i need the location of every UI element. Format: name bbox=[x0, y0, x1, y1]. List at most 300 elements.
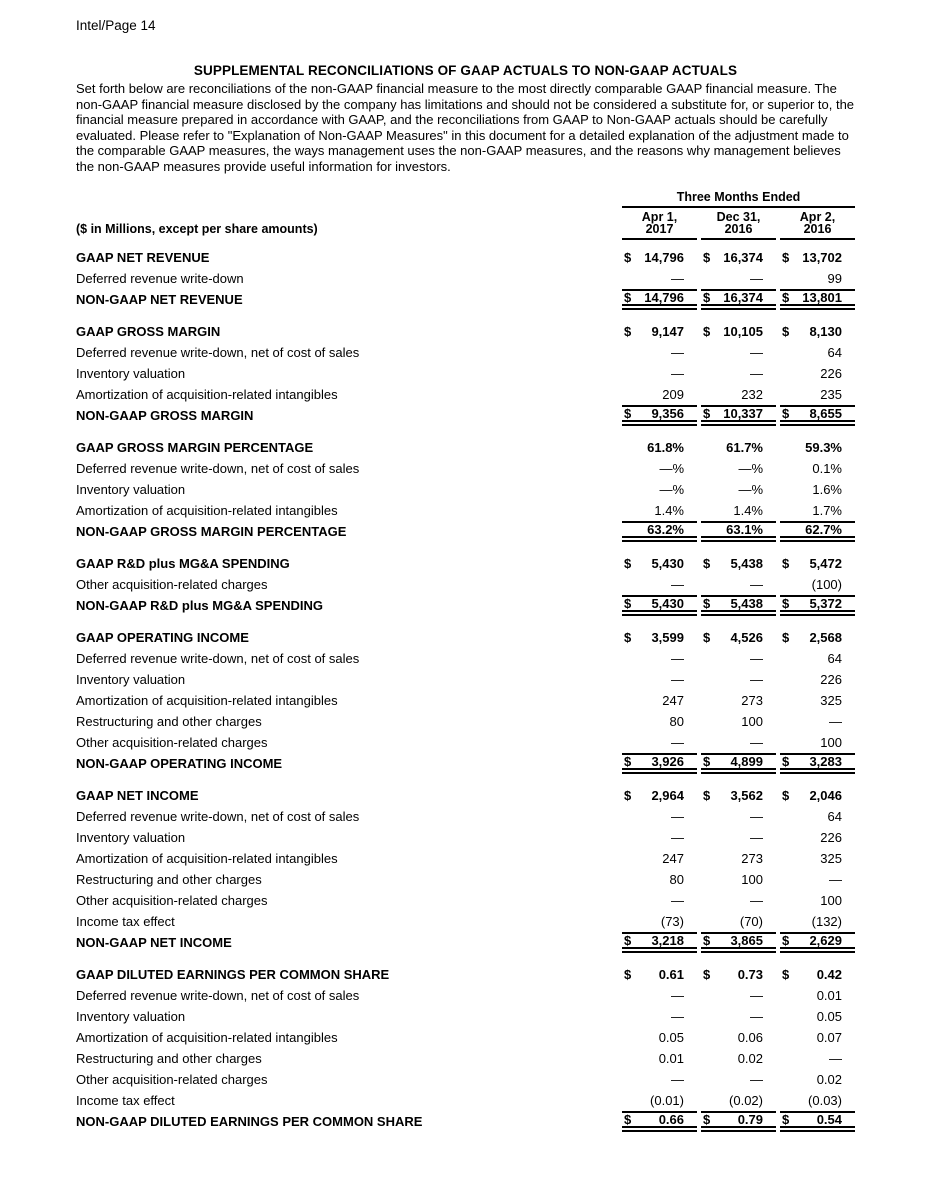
row-label: GAAP GROSS MARGIN bbox=[76, 323, 221, 339]
row-label: Deferred revenue write-down, net of cost of sales bbox=[76, 344, 360, 360]
dollar-sign: $ bbox=[624, 249, 632, 265]
table-row bbox=[76, 690, 855, 711]
row-label: GAAP NET REVENUE bbox=[76, 249, 210, 265]
table-row bbox=[76, 964, 855, 985]
dollar-sign: $ bbox=[624, 966, 632, 982]
cell-value: 3,865 bbox=[730, 932, 763, 948]
value-cell bbox=[701, 890, 776, 911]
value-cell bbox=[622, 321, 697, 342]
cell-value: 1.4% bbox=[654, 502, 684, 518]
table-row bbox=[76, 321, 855, 342]
cell-value: 226 bbox=[820, 671, 842, 687]
cell-value: 63.1% bbox=[726, 521, 763, 537]
cell-value: 0.01 bbox=[816, 987, 842, 1003]
cell-value: 209 bbox=[662, 386, 684, 402]
value-cell bbox=[780, 479, 855, 500]
cell-value: 2,568 bbox=[809, 629, 842, 645]
cell-value: (0.02) bbox=[729, 1092, 763, 1108]
value-cell bbox=[622, 1069, 697, 1090]
row-label: Inventory valuation bbox=[76, 365, 186, 381]
cell-value: —% bbox=[738, 460, 763, 476]
value-cell bbox=[701, 247, 776, 268]
value-cell bbox=[622, 806, 697, 827]
value-cell bbox=[622, 711, 697, 732]
column-header-dec31-2016 bbox=[701, 208, 776, 240]
value-cell bbox=[701, 500, 776, 521]
cell-value: 0.61 bbox=[658, 966, 684, 982]
dollar-sign: $ bbox=[782, 787, 790, 803]
dollar-sign: $ bbox=[782, 1111, 790, 1127]
row-label: Other acquisition-related charges bbox=[76, 734, 268, 750]
value-cell bbox=[701, 437, 776, 458]
table-section bbox=[76, 247, 855, 310]
dollar-sign: $ bbox=[624, 405, 632, 421]
period-header: Three Months Ended bbox=[622, 190, 855, 208]
cell-value: 8,655 bbox=[809, 405, 842, 421]
cell-value: 64 bbox=[827, 808, 842, 824]
cell-value: 226 bbox=[820, 365, 842, 381]
table-section bbox=[76, 553, 855, 616]
cell-value: 100 bbox=[820, 892, 842, 908]
table-row bbox=[76, 289, 855, 310]
cell-value: 80 bbox=[669, 871, 684, 887]
cell-value: 235 bbox=[820, 386, 842, 402]
row-label: Deferred revenue write-down, net of cost of sales bbox=[76, 808, 360, 824]
value-cell bbox=[622, 964, 697, 985]
table-row bbox=[76, 985, 855, 1006]
total-value-cell bbox=[622, 753, 697, 774]
cell-value: 62.7% bbox=[805, 521, 842, 537]
table-row bbox=[76, 1090, 855, 1111]
total-value-cell bbox=[701, 405, 776, 426]
value-cell bbox=[701, 627, 776, 648]
cell-value: —% bbox=[738, 481, 763, 497]
cell-value: 16,374 bbox=[723, 249, 763, 265]
cell-value: 0.06 bbox=[737, 1029, 763, 1045]
value-cell bbox=[780, 321, 855, 342]
value-cell bbox=[701, 1090, 776, 1111]
cell-value: — bbox=[750, 1008, 763, 1024]
value-cell bbox=[701, 268, 776, 289]
value-cell bbox=[701, 1048, 776, 1069]
total-value-cell bbox=[622, 289, 697, 310]
table-row bbox=[76, 932, 855, 953]
cell-value: 64 bbox=[827, 650, 842, 666]
cell-value: — bbox=[750, 576, 763, 592]
value-cell bbox=[701, 690, 776, 711]
dollar-sign: $ bbox=[782, 405, 790, 421]
cell-value: — bbox=[671, 892, 684, 908]
row-label: NON-GAAP GROSS MARGIN bbox=[76, 407, 254, 423]
total-value-cell bbox=[622, 405, 697, 426]
cell-value: 273 bbox=[741, 692, 763, 708]
value-cell bbox=[701, 669, 776, 690]
table-row bbox=[76, 553, 855, 574]
dollar-sign: $ bbox=[703, 289, 711, 305]
value-cell bbox=[622, 669, 697, 690]
dollar-sign: $ bbox=[624, 932, 632, 948]
table-row bbox=[76, 384, 855, 405]
value-cell bbox=[622, 500, 697, 521]
row-label: GAAP R&D plus MG&A SPENDING bbox=[76, 555, 290, 571]
total-value-cell bbox=[622, 595, 697, 616]
column-header-apr1-2017 bbox=[622, 208, 697, 240]
row-label: GAAP NET INCOME bbox=[76, 787, 199, 803]
cell-value: — bbox=[829, 1050, 842, 1066]
value-cell bbox=[780, 669, 855, 690]
value-cell bbox=[780, 574, 855, 595]
cell-value: — bbox=[750, 270, 763, 286]
cell-value: 10,105 bbox=[723, 323, 763, 339]
dollar-sign: $ bbox=[703, 787, 711, 803]
dollar-sign: $ bbox=[624, 555, 632, 571]
value-cell bbox=[622, 785, 697, 806]
value-cell bbox=[780, 648, 855, 669]
cell-value: 3,926 bbox=[651, 753, 684, 769]
value-cell bbox=[780, 869, 855, 890]
row-label: NON-GAAP OPERATING INCOME bbox=[76, 755, 283, 771]
cell-value: (70) bbox=[739, 913, 763, 929]
value-cell bbox=[701, 384, 776, 405]
cell-value: 226 bbox=[820, 829, 842, 845]
cell-value: 80 bbox=[669, 713, 684, 729]
dollar-sign: $ bbox=[782, 966, 790, 982]
value-cell bbox=[622, 363, 697, 384]
value-cell bbox=[622, 911, 697, 932]
cell-value: — bbox=[671, 1008, 684, 1024]
value-cell bbox=[622, 985, 697, 1006]
value-cell bbox=[780, 342, 855, 363]
value-cell bbox=[780, 711, 855, 732]
row-label: Income tax effect bbox=[76, 1092, 175, 1108]
cell-value: — bbox=[671, 1071, 684, 1087]
table-row bbox=[76, 1048, 855, 1069]
value-cell bbox=[780, 384, 855, 405]
row-label: GAAP GROSS MARGIN PERCENTAGE bbox=[76, 439, 314, 455]
value-cell bbox=[701, 574, 776, 595]
table-row bbox=[76, 753, 855, 774]
cell-value: 1.7% bbox=[812, 502, 842, 518]
row-label: Deferred revenue write-down, net of cost of sales bbox=[76, 987, 360, 1003]
table-row bbox=[76, 890, 855, 911]
column-header-apr2-2016 bbox=[780, 208, 855, 240]
table-body bbox=[76, 247, 855, 1132]
total-value-cell bbox=[622, 521, 697, 542]
table-row bbox=[76, 869, 855, 890]
total-value-cell bbox=[780, 405, 855, 426]
value-cell bbox=[701, 1006, 776, 1027]
cell-value: — bbox=[750, 650, 763, 666]
value-cell bbox=[780, 553, 855, 574]
cell-value: — bbox=[671, 734, 684, 750]
value-cell bbox=[780, 458, 855, 479]
cell-value: 2,964 bbox=[651, 787, 684, 803]
dollar-sign: $ bbox=[703, 932, 711, 948]
cell-value: — bbox=[750, 1071, 763, 1087]
value-cell bbox=[622, 458, 697, 479]
value-cell bbox=[780, 500, 855, 521]
cell-value: 247 bbox=[662, 692, 684, 708]
value-cell bbox=[622, 732, 697, 753]
cell-value: — bbox=[750, 734, 763, 750]
cell-value: — bbox=[671, 344, 684, 360]
table-row bbox=[76, 669, 855, 690]
cell-value: — bbox=[671, 650, 684, 666]
table-row bbox=[76, 827, 855, 848]
row-label: Restructuring and other charges bbox=[76, 871, 262, 887]
table-row bbox=[76, 458, 855, 479]
dollar-sign: $ bbox=[782, 323, 790, 339]
dollar-sign: $ bbox=[624, 323, 632, 339]
table-row bbox=[76, 405, 855, 426]
table-row bbox=[76, 806, 855, 827]
value-cell bbox=[780, 964, 855, 985]
value-cell bbox=[701, 827, 776, 848]
cell-value: (0.01) bbox=[650, 1092, 684, 1108]
value-cell bbox=[622, 869, 697, 890]
total-value-cell bbox=[780, 753, 855, 774]
cell-value: — bbox=[750, 808, 763, 824]
value-cell bbox=[780, 1006, 855, 1027]
value-cell bbox=[701, 321, 776, 342]
period-block bbox=[622, 190, 855, 240]
row-label: Inventory valuation bbox=[76, 829, 186, 845]
value-cell bbox=[701, 363, 776, 384]
value-cell bbox=[622, 1027, 697, 1048]
total-value-cell bbox=[622, 932, 697, 953]
value-cell bbox=[622, 690, 697, 711]
cell-value: — bbox=[750, 671, 763, 687]
cell-value: (0.03) bbox=[808, 1092, 842, 1108]
table-row bbox=[76, 521, 855, 542]
value-cell bbox=[622, 848, 697, 869]
total-value-cell bbox=[622, 1111, 697, 1132]
date-header-row bbox=[622, 208, 855, 240]
table-row bbox=[76, 595, 855, 616]
row-label: NON-GAAP NET INCOME bbox=[76, 934, 232, 950]
value-cell bbox=[780, 732, 855, 753]
row-label: Inventory valuation bbox=[76, 481, 186, 497]
cell-value: — bbox=[671, 365, 684, 381]
cell-value: — bbox=[671, 671, 684, 687]
dollar-sign: $ bbox=[703, 555, 711, 571]
cell-value: 0.54 bbox=[816, 1111, 842, 1127]
row-label: NON-GAAP DILUTED EARNINGS PER COMMON SHARE bbox=[76, 1113, 423, 1129]
value-cell bbox=[780, 1090, 855, 1111]
column-header-line: 2016 bbox=[724, 222, 753, 237]
value-cell bbox=[622, 342, 697, 363]
value-cell bbox=[701, 458, 776, 479]
units-note: ($ in Millions, except per share amounts) bbox=[76, 221, 318, 236]
cell-value: 3,283 bbox=[809, 753, 842, 769]
cell-value: — bbox=[829, 713, 842, 729]
cell-value: 5,472 bbox=[809, 555, 842, 571]
dollar-sign: $ bbox=[624, 787, 632, 803]
cell-value: —% bbox=[659, 460, 684, 476]
cell-value: 0.05 bbox=[816, 1008, 842, 1024]
dollar-sign: $ bbox=[703, 966, 711, 982]
value-cell bbox=[622, 827, 697, 848]
page-label: Intel/Page 14 bbox=[76, 18, 156, 33]
value-cell bbox=[701, 1069, 776, 1090]
value-cell bbox=[622, 1048, 697, 1069]
value-cell bbox=[780, 1048, 855, 1069]
value-cell bbox=[701, 553, 776, 574]
value-cell bbox=[701, 911, 776, 932]
row-label: Amortization of acquisition-related intangibles bbox=[76, 850, 338, 866]
dollar-sign: $ bbox=[624, 595, 632, 611]
table-row bbox=[76, 437, 855, 458]
cell-value: 13,801 bbox=[802, 289, 842, 305]
cell-value: 61.7% bbox=[726, 439, 763, 455]
cell-value: (100) bbox=[811, 576, 842, 592]
row-label: Inventory valuation bbox=[76, 1008, 186, 1024]
cell-value: 0.73 bbox=[737, 966, 763, 982]
value-cell bbox=[622, 437, 697, 458]
table-row bbox=[76, 342, 855, 363]
cell-value: 9,356 bbox=[651, 405, 684, 421]
value-cell bbox=[622, 574, 697, 595]
cell-value: 0.66 bbox=[658, 1111, 684, 1127]
row-label: Restructuring and other charges bbox=[76, 1050, 262, 1066]
intro-paragraph: Set forth below are reconciliations of the non-GAAP financial measure to the most directly comparable GAAP financial measure. The non-GAAP financial measure disclosed by the company has limitations and should not be considered a substitute for, or superior to, the financial measure prepared in accordance with GAAP, and the reconciliations from GAAP to Non-GAAP actuals should be carefully evaluated. Please refer to "Explanation of Non-GAAP Measures" in this document for a detailed explanation of the adjustment made to the comparable GAAP measures, the ways management uses the non-GAAP measures, and the reasons why management believes the non-GAAP measures provide useful information for investors. bbox=[76, 81, 855, 174]
dollar-sign: $ bbox=[624, 629, 632, 645]
cell-value: 63.2% bbox=[647, 521, 684, 537]
row-label: Deferred revenue write-down bbox=[76, 270, 244, 286]
row-label: Deferred revenue write-down, net of cost of sales bbox=[76, 650, 360, 666]
value-cell bbox=[701, 848, 776, 869]
row-label: Amortization of acquisition-related intangibles bbox=[76, 502, 338, 518]
table-row bbox=[76, 1069, 855, 1090]
table-header bbox=[76, 190, 855, 240]
cell-value: — bbox=[750, 987, 763, 1003]
value-cell bbox=[701, 479, 776, 500]
table-row bbox=[76, 911, 855, 932]
reconciliation-table bbox=[76, 190, 855, 1132]
cell-value: —% bbox=[659, 481, 684, 497]
cell-value: 2,629 bbox=[809, 932, 842, 948]
cell-value: 9,147 bbox=[651, 323, 684, 339]
table-section bbox=[76, 785, 855, 953]
cell-value: 10,337 bbox=[723, 405, 763, 421]
table-section bbox=[76, 964, 855, 1132]
row-label: Inventory valuation bbox=[76, 671, 186, 687]
table-section bbox=[76, 321, 855, 426]
cell-value: 14,796 bbox=[644, 249, 684, 265]
cell-value: 247 bbox=[662, 850, 684, 866]
cell-value: 16,374 bbox=[723, 289, 763, 305]
cell-value: — bbox=[671, 576, 684, 592]
dollar-sign: $ bbox=[703, 405, 711, 421]
dollar-sign: $ bbox=[782, 629, 790, 645]
total-value-cell bbox=[780, 932, 855, 953]
cell-value: 5,430 bbox=[651, 595, 684, 611]
cell-value: 0.02 bbox=[816, 1071, 842, 1087]
cell-value: 61.8% bbox=[647, 439, 684, 455]
total-value-cell bbox=[780, 289, 855, 310]
total-value-cell bbox=[701, 932, 776, 953]
dollar-sign: $ bbox=[782, 595, 790, 611]
cell-value: — bbox=[671, 270, 684, 286]
cell-value: — bbox=[829, 871, 842, 887]
value-cell bbox=[622, 1006, 697, 1027]
value-cell bbox=[780, 437, 855, 458]
cell-value: (132) bbox=[811, 913, 842, 929]
cell-value: 0.79 bbox=[737, 1111, 763, 1127]
value-cell bbox=[780, 985, 855, 1006]
value-cell bbox=[622, 1090, 697, 1111]
row-label: Amortization of acquisition-related intangibles bbox=[76, 386, 338, 402]
cell-value: 13,702 bbox=[802, 249, 842, 265]
row-label: Other acquisition-related charges bbox=[76, 892, 268, 908]
table-row bbox=[76, 711, 855, 732]
row-label: Other acquisition-related charges bbox=[76, 576, 268, 592]
row-label: Deferred revenue write-down, net of cost of sales bbox=[76, 460, 360, 476]
table-row bbox=[76, 479, 855, 500]
dollar-sign: $ bbox=[703, 1111, 711, 1127]
total-value-cell bbox=[701, 595, 776, 616]
table-row bbox=[76, 268, 855, 289]
row-label: NON-GAAP NET REVENUE bbox=[76, 291, 243, 307]
cell-value: 5,430 bbox=[651, 555, 684, 571]
cell-value: 325 bbox=[820, 692, 842, 708]
dollar-sign: $ bbox=[703, 323, 711, 339]
row-label: Amortization of acquisition-related intangibles bbox=[76, 692, 338, 708]
table-row bbox=[76, 1027, 855, 1048]
value-cell bbox=[701, 1027, 776, 1048]
cell-value: 100 bbox=[820, 734, 842, 750]
value-cell bbox=[701, 785, 776, 806]
total-value-cell bbox=[701, 753, 776, 774]
cell-value: 232 bbox=[741, 386, 763, 402]
dollar-sign: $ bbox=[782, 932, 790, 948]
cell-value: 0.42 bbox=[816, 966, 842, 982]
value-cell bbox=[780, 848, 855, 869]
table-row bbox=[76, 627, 855, 648]
row-label: GAAP OPERATING INCOME bbox=[76, 629, 249, 645]
cell-value: 100 bbox=[741, 713, 763, 729]
cell-value: 0.01 bbox=[658, 1050, 684, 1066]
table-section bbox=[76, 437, 855, 542]
column-header-line: Apr 2, bbox=[799, 209, 836, 224]
cell-value: 0.05 bbox=[658, 1029, 684, 1045]
value-cell bbox=[701, 806, 776, 827]
cell-value: — bbox=[671, 987, 684, 1003]
value-cell bbox=[622, 627, 697, 648]
table-row bbox=[76, 363, 855, 384]
dollar-sign: $ bbox=[782, 555, 790, 571]
column-header-line: Apr 1, bbox=[641, 209, 678, 224]
value-cell bbox=[780, 690, 855, 711]
table-row bbox=[76, 1111, 855, 1132]
value-cell bbox=[780, 247, 855, 268]
value-cell bbox=[780, 911, 855, 932]
cell-value: — bbox=[671, 829, 684, 845]
cell-value: — bbox=[671, 808, 684, 824]
cell-value: — bbox=[750, 892, 763, 908]
value-cell bbox=[701, 985, 776, 1006]
value-cell bbox=[780, 785, 855, 806]
column-header-line: 2017 bbox=[645, 222, 674, 237]
cell-value: 5,438 bbox=[730, 595, 763, 611]
dollar-sign: $ bbox=[703, 595, 711, 611]
total-value-cell bbox=[701, 1111, 776, 1132]
cell-value: 5,372 bbox=[809, 595, 842, 611]
total-value-cell bbox=[780, 1111, 855, 1132]
document-title: SUPPLEMENTAL RECONCILIATIONS OF GAAP ACTUALS TO NON-GAAP ACTUALS bbox=[193, 63, 738, 78]
cell-value: 99 bbox=[827, 270, 842, 286]
cell-value: 100 bbox=[741, 871, 763, 887]
